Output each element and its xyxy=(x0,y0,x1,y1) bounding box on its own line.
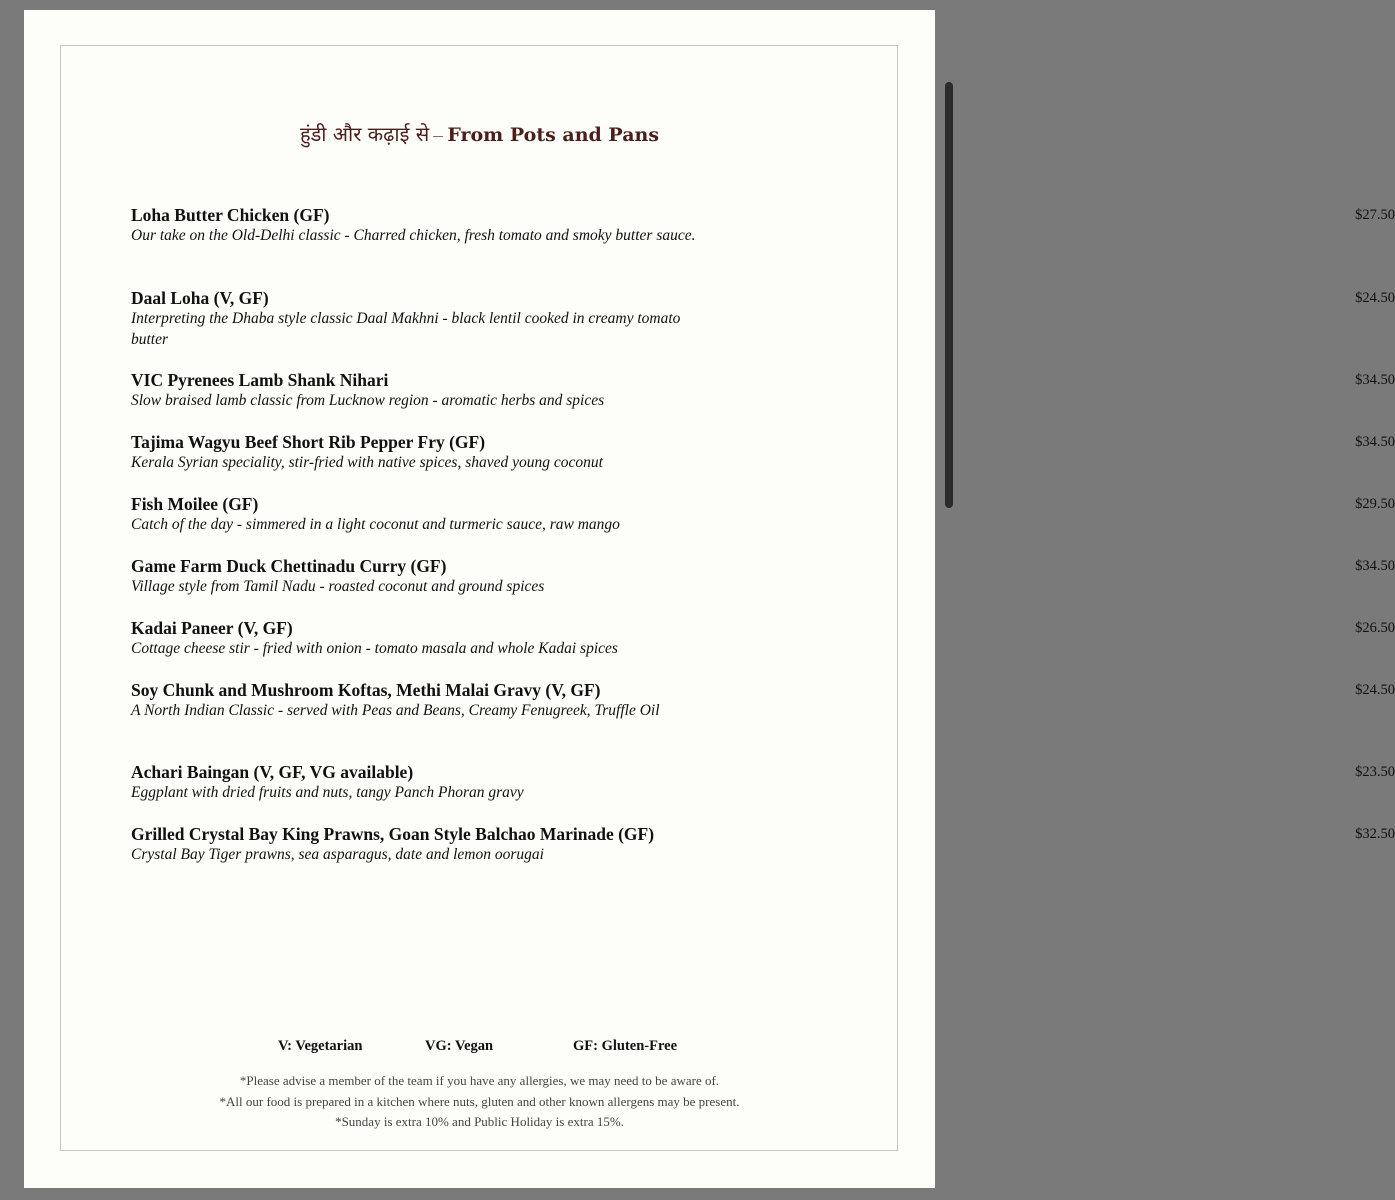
note-allergens: *All our food is prepared in a kitchen where nuts, gluten and other known allergens may be present. xyxy=(219,1093,740,1109)
menu-item xyxy=(131,431,1395,474)
item-description: Interpreting the Dhaba style classic Daal Makhni - black lentil cooked in creamy tomato butter xyxy=(131,310,681,348)
item-price: $34.50 xyxy=(1355,434,1395,450)
item-name: Loha Butter Chicken (GF) xyxy=(131,205,330,225)
item-price: $26.50 xyxy=(1355,620,1395,636)
item-name: Game Farm Duck Chettinadu Curry (GF) xyxy=(131,556,447,576)
item-price: $24.50 xyxy=(1355,290,1395,306)
menu-page xyxy=(24,10,1395,1188)
item-name: Daal Loha (V, GF) xyxy=(131,288,269,308)
menu-item xyxy=(131,287,1395,350)
item-description: Our take on the Old-Delhi classic - Charred chicken, fresh tomato and smoky butter sauce. xyxy=(131,227,696,244)
item-description: Slow braised lamb classic from Lucknow region - aromatic herbs and spices xyxy=(131,392,605,409)
menu-item xyxy=(131,204,1395,247)
menu-item xyxy=(131,679,1395,722)
item-description: Eggplant with dried fruits and nuts, tangy Panch Phoran gravy xyxy=(131,784,524,801)
menu-item xyxy=(131,823,1395,866)
item-name: Soy Chunk and Mushroom Koftas, Methi Malai Gravy (V, GF) xyxy=(131,680,601,700)
section-title-hindi: हुंडी और कढ़ाई से xyxy=(299,122,430,146)
item-name: Achari Baingan (V, GF, VG available) xyxy=(131,762,414,782)
item-description: Village style from Tamil Nadu - roasted coconut and ground spices xyxy=(131,578,545,595)
legend-vegan: VG: Vegan xyxy=(425,1038,494,1054)
menu-item xyxy=(131,369,1395,412)
item-description: Cottage cheese stir - fried with onion - tomato masala and whole Kadai spices xyxy=(131,640,618,657)
item-price: $32.50 xyxy=(1355,826,1395,842)
item-price: $24.50 xyxy=(1355,682,1395,698)
item-description: A North Indian Classic - served with Peas and Beans, Creamy Fenugreek, Truffle Oil xyxy=(131,702,660,719)
allergy-notes xyxy=(24,1071,935,1133)
note-allergies: *Please advise a member of the team if you have any allergies, we may need to be aware of. xyxy=(239,1073,720,1088)
item-price: $34.50 xyxy=(1355,372,1395,388)
item-name: Kadai Paneer (V, GF) xyxy=(131,618,293,638)
item-description: Crystal Bay Tiger prawns, sea asparagus, date and lemon oorugai xyxy=(131,846,544,863)
vertical-scrollbar[interactable] xyxy=(945,82,953,508)
menu-item xyxy=(131,493,1395,536)
item-name: VIC Pyrenees Lamb Shank Nihari xyxy=(131,370,389,390)
menu-item xyxy=(131,555,1395,598)
note-surcharge: *Sunday is extra 10% and Public Holiday is extra 15%. xyxy=(335,1114,624,1129)
item-description: Catch of the day - simmered in a light coconut and turmeric sauce, raw mango xyxy=(131,516,620,533)
menu-item xyxy=(131,617,1395,660)
section-title-english: From Pots and Pans xyxy=(447,124,660,146)
item-price: $23.50 xyxy=(1355,764,1395,780)
legend-gluten-free: GF: Gluten-Free xyxy=(573,1038,678,1054)
menu-item xyxy=(131,761,1395,804)
dietary-legend xyxy=(24,1038,935,1058)
item-price: $29.50 xyxy=(1355,496,1395,512)
item-name: Tajima Wagyu Beef Short Rib Pepper Fry (GF) xyxy=(131,432,486,452)
item-price: $34.50 xyxy=(1355,558,1395,574)
item-name: Grilled Crystal Bay King Prawns, Goan Style Balchao Marinade (GF) xyxy=(131,824,655,844)
item-name: Fish Moilee (GF) xyxy=(131,494,259,514)
title-separator xyxy=(433,136,443,137)
item-price: $27.50 xyxy=(1355,207,1395,223)
item-description: Kerala Syrian speciality, stir-fried with native spices, shaved young coconut xyxy=(131,454,603,471)
legend-vegetarian: V: Vegetarian xyxy=(278,1038,363,1054)
section-heading xyxy=(24,120,935,147)
